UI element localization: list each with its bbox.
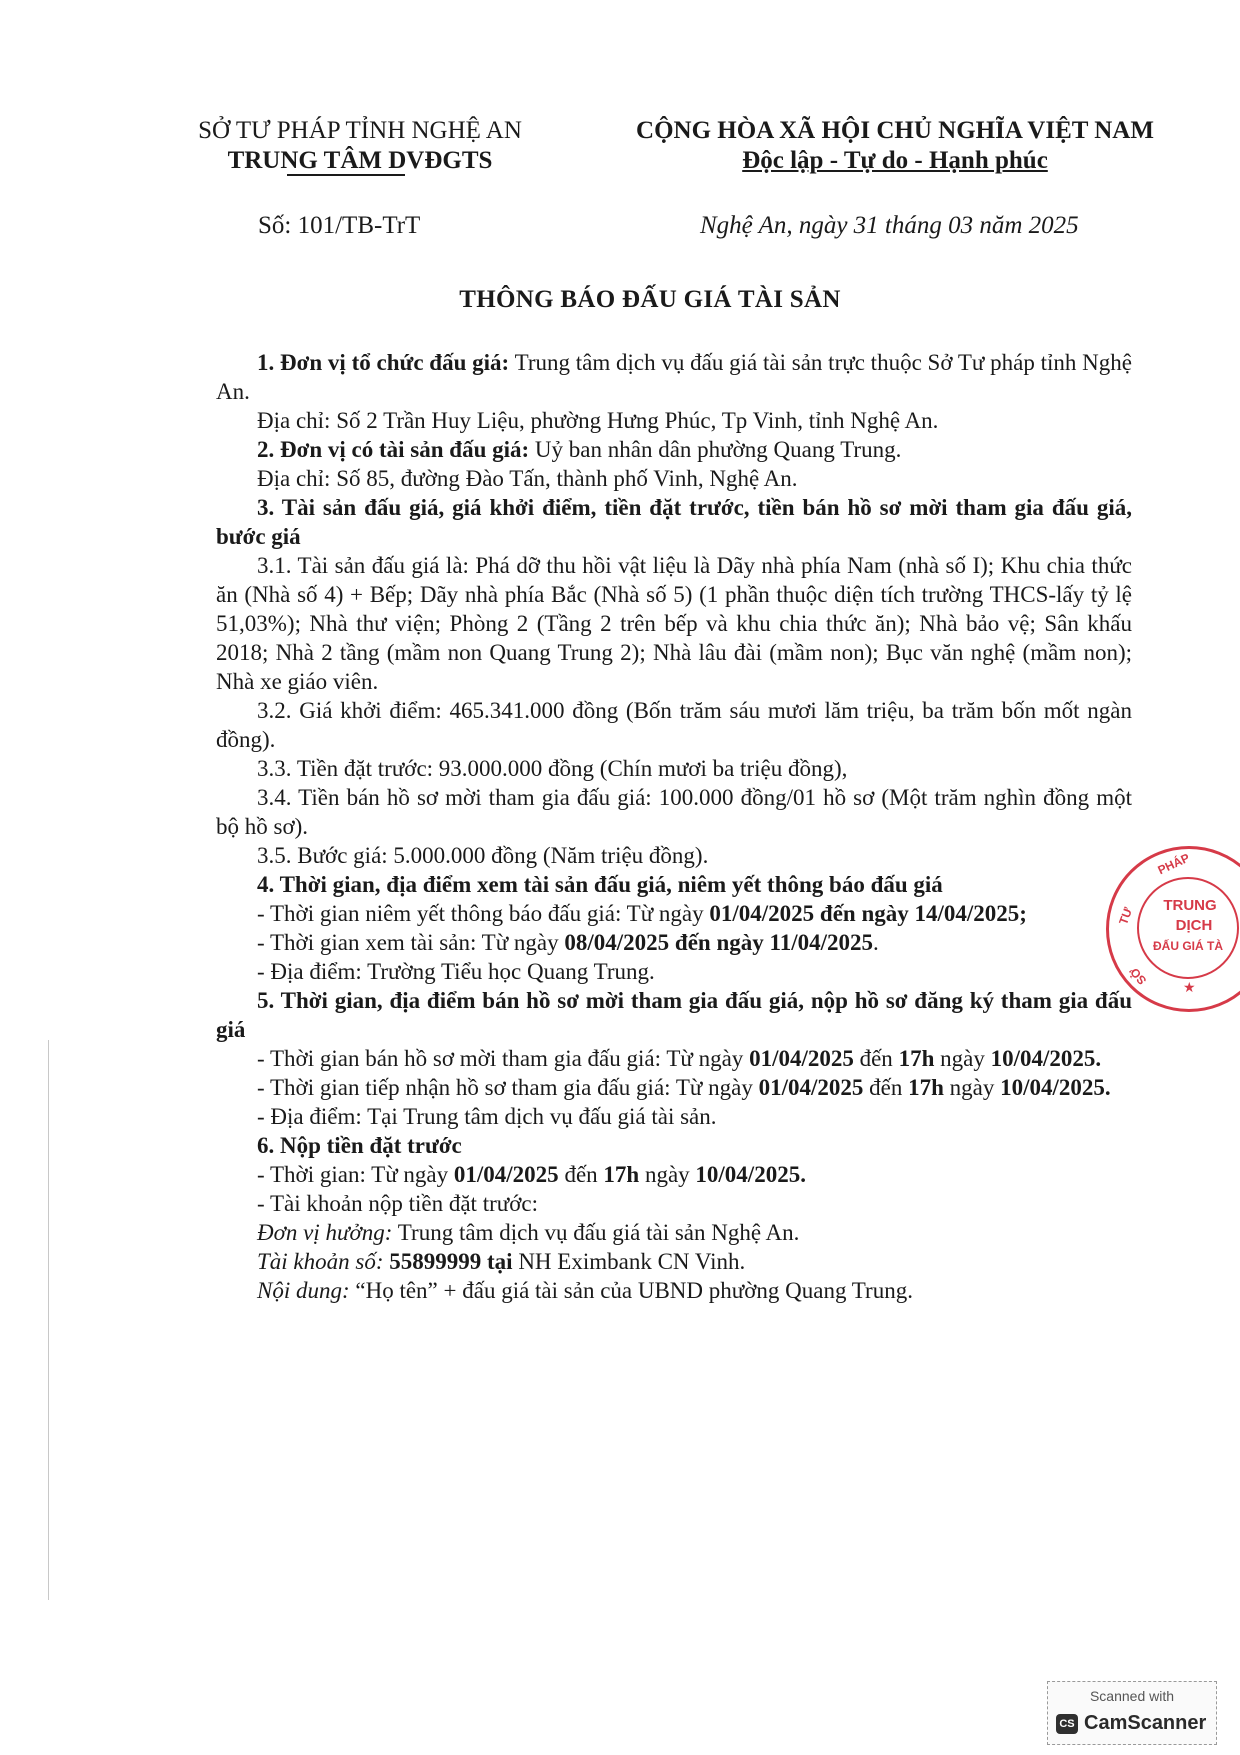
section-4-line-2-text: - Thời gian xem tài sản: Từ ngày <box>257 930 565 955</box>
section-5-line-1-hour: 17h <box>898 1046 935 1071</box>
stamp-line-3: ĐẤU GIÁ TÀ <box>1153 939 1223 953</box>
section-4-line-1-dates: 01/04/2025 đến ngày 14/04/2025; <box>709 901 1027 926</box>
section-5-line-2-text: - Thời gian tiếp nhận hồ sơ tham gia đấu giá: Từ ngày <box>257 1075 759 1100</box>
document-title: THÔNG BÁO ĐẤU GIÁ TÀI SẢN <box>459 286 841 313</box>
section-5-line-1-end-date: 10/04/2025. <box>990 1046 1102 1071</box>
section-6-heading: 6. Nộp tiền đặt trước <box>257 1133 462 1158</box>
document-body <box>216 348 1132 1305</box>
section-3-5: 3.5. Bước giá: 5.000.000 đồng (Năm triệu đồng). <box>257 843 709 868</box>
section-1-label: 1. Đơn vị tổ chức đấu giá: <box>257 350 510 375</box>
account-number: 55899999 tại <box>383 1249 513 1274</box>
star-icon: ★ <box>1183 979 1196 995</box>
issuer-underline <box>287 174 405 176</box>
beneficiary-value: Trung tâm dịch vụ đấu giá tài sản Nghệ An. <box>392 1220 800 1245</box>
section-3-2: 3.2. Giá khởi điểm: 465.341.000 đồng (Bốn trăm sáu mươi lăm triệu, ba trăm bốn mốt ngàn đồng). <box>216 698 1132 752</box>
section-6-line-1-text: - Thời gian: Từ ngày <box>257 1162 454 1187</box>
stamp-line-1: TRUNG <box>1163 897 1217 914</box>
section-5-line-1-text: - Thời gian bán hồ sơ mời tham gia đấu giá: Từ ngày <box>257 1046 750 1071</box>
motto: Độc lập - Tự do - Hạnh phúc <box>742 147 1048 174</box>
section-1-address: Địa chỉ: Số 2 Trần Huy Liệu, phường Hưng Phúc, Tp Vinh, tỉnh Nghệ An. <box>257 408 939 433</box>
section-6-line-1-date: 01/04/2025 <box>453 1162 559 1187</box>
section-5-line-2-end-date: 10/04/2025. <box>1000 1075 1111 1100</box>
section-5-line-1-mid: đến <box>853 1046 899 1071</box>
section-4-line-2-dates: 08/04/2025 đến ngày 11/04/2025 <box>564 930 874 955</box>
section-5-line-1-date: 01/04/2025 <box>749 1046 854 1071</box>
account-label: Tài khoản số: <box>257 1249 384 1274</box>
camscanner-watermark <box>1047 1681 1217 1745</box>
section-3-heading: 3. Tài sản đấu giá, giá khởi điểm, tiền đặt trước, tiền bán hồ sơ mời tham gia đấu giá, bước giá <box>216 495 1132 549</box>
section-6-line-1-mid: đến <box>558 1162 604 1187</box>
section-2-text: Uỷ ban nhân dân phường Quang Trung. <box>529 437 902 462</box>
section-4-line-2-end: . <box>873 930 879 955</box>
section-5-line-2-mid: đến <box>863 1075 909 1100</box>
section-2-label: 2. Đơn vị có tài sản đấu giá: <box>257 437 530 462</box>
stamp-side-text-2: SỞ <box>1126 964 1150 988</box>
section-5-line-1 <box>216 1044 1132 1073</box>
section-4-line-1-text: - Thời gian niêm yết thông báo đấu giá: Từ ngày <box>257 901 710 926</box>
stamp-arc-text: PHÁP <box>1155 850 1192 878</box>
section-6-line-2: - Tài khoản nộp tiền đặt trước: <box>257 1191 538 1216</box>
stamp-side-text-1: TƯ <box>1116 905 1136 927</box>
section-1 <box>216 348 1132 406</box>
content-value: “Họ tên” + đấu giá tài sản của UBND phường Quang Trung. <box>349 1278 913 1303</box>
stamp-line-2: DỊCH <box>1175 917 1213 934</box>
document-number: Số: 101/TB-TrT <box>258 212 421 239</box>
section-1-text: Trung tâm dịch vụ đấu giá tài sản trực thuộc Sở Tư pháp tỉnh Nghệ An. <box>216 350 1132 404</box>
section-5-line-3: - Địa điểm: Tại Trung tâm dịch vụ đấu giá tài sản. <box>257 1104 717 1129</box>
section-6-line-1-hour: 17h <box>603 1162 640 1187</box>
section-5-line-2-hour: 17h <box>908 1075 944 1100</box>
section-2-address: Địa chỉ: Số 85, đường Đào Tấn, thành phố Vinh, Nghệ An. <box>257 466 798 491</box>
section-3-4: 3.4. Tiền bán hồ sơ mời tham gia đấu giá: 100.000 đồng/01 hồ sơ (Một trăm nghìn đồng một bộ hồ sơ). <box>216 785 1132 839</box>
account-bank: NH Eximbank CN Vinh. <box>512 1249 746 1274</box>
beneficiary-label: Đơn vị hưởng: <box>257 1220 393 1245</box>
section-6-line-1-end-date: 10/04/2025. <box>695 1162 806 1187</box>
section-5-line-2-mid2: ngày <box>943 1075 1001 1100</box>
issuer-center: TRUNG TÂM DVĐGTS <box>227 147 493 174</box>
content-line <box>216 1276 1132 1305</box>
place-date: Nghệ An, ngày 31 tháng 03 năm 2025 <box>700 212 1079 239</box>
national-header <box>580 116 1210 176</box>
section-5-line-2-date: 01/04/2025 <box>758 1075 864 1100</box>
section-3-3: 3.3. Tiền đặt trước: 93.000.000 đồng (Chín mươi ba triệu đồng), <box>257 756 848 781</box>
country-name: CỘNG HÒA XÃ HỘI CHỦ NGHĨA VIỆT NAM <box>636 117 1154 144</box>
section-6-line-1 <box>216 1160 1132 1189</box>
issuer-block <box>160 116 560 176</box>
section-6-line-1-mid2: ngày <box>639 1162 696 1187</box>
section-5-line-2 <box>216 1073 1132 1102</box>
beneficiary-line <box>216 1218 1132 1247</box>
camscanner-brand: CamScanner <box>1084 1712 1207 1734</box>
scan-edge-line <box>48 1040 49 1600</box>
camscanner-top-text: Scanned with <box>1089 1688 1175 1704</box>
section-5-line-1-mid2: ngày <box>934 1046 991 1071</box>
section-4-line-1 <box>216 899 1132 928</box>
camscanner-logo-badge: CS <box>1056 1714 1078 1734</box>
section-4-line-3: - Địa điểm: Trường Tiểu học Quang Trung. <box>257 959 655 984</box>
issuer-department: SỞ TƯ PHÁP TỈNH NGHỆ AN <box>198 117 522 144</box>
account-line <box>216 1247 1132 1276</box>
content-label: Nội dung: <box>257 1278 350 1303</box>
section-4-line-2 <box>216 928 1132 957</box>
section-2 <box>216 435 1132 464</box>
section-4-heading: 4. Thời gian, địa điểm xem tài sản đấu giá, niêm yết thông báo đấu giá <box>257 872 943 897</box>
section-5-heading: 5. Thời gian, địa điểm bán hồ sơ mời tham gia đấu giá, nộp hồ sơ đăng ký tham gia đấu giá <box>216 988 1132 1042</box>
section-3-1: 3.1. Tài sản đấu giá là: Phá dỡ thu hồi vật liệu là Dãy nhà phía Nam (nhà số I); Khu chia thức ăn (Nhà số 4) + Bếp; Dãy nhà phía Bắc (Nhà số 5) (1 phần thuộc diện tích trường THCS-lấy tỷ lệ 51,03%); Nhà thư viện; Phòng 2 (Tầng 2 trên bếp và khu chia thức ăn); Nhà bảo vệ; Sân khấu 2018; Nhà 2 tầng (mầm non Quang Trung 2); Nhà lâu đài (mầm non); Bục văn nghệ (mầm non); Nhà xe giáo viên. <box>216 553 1132 694</box>
